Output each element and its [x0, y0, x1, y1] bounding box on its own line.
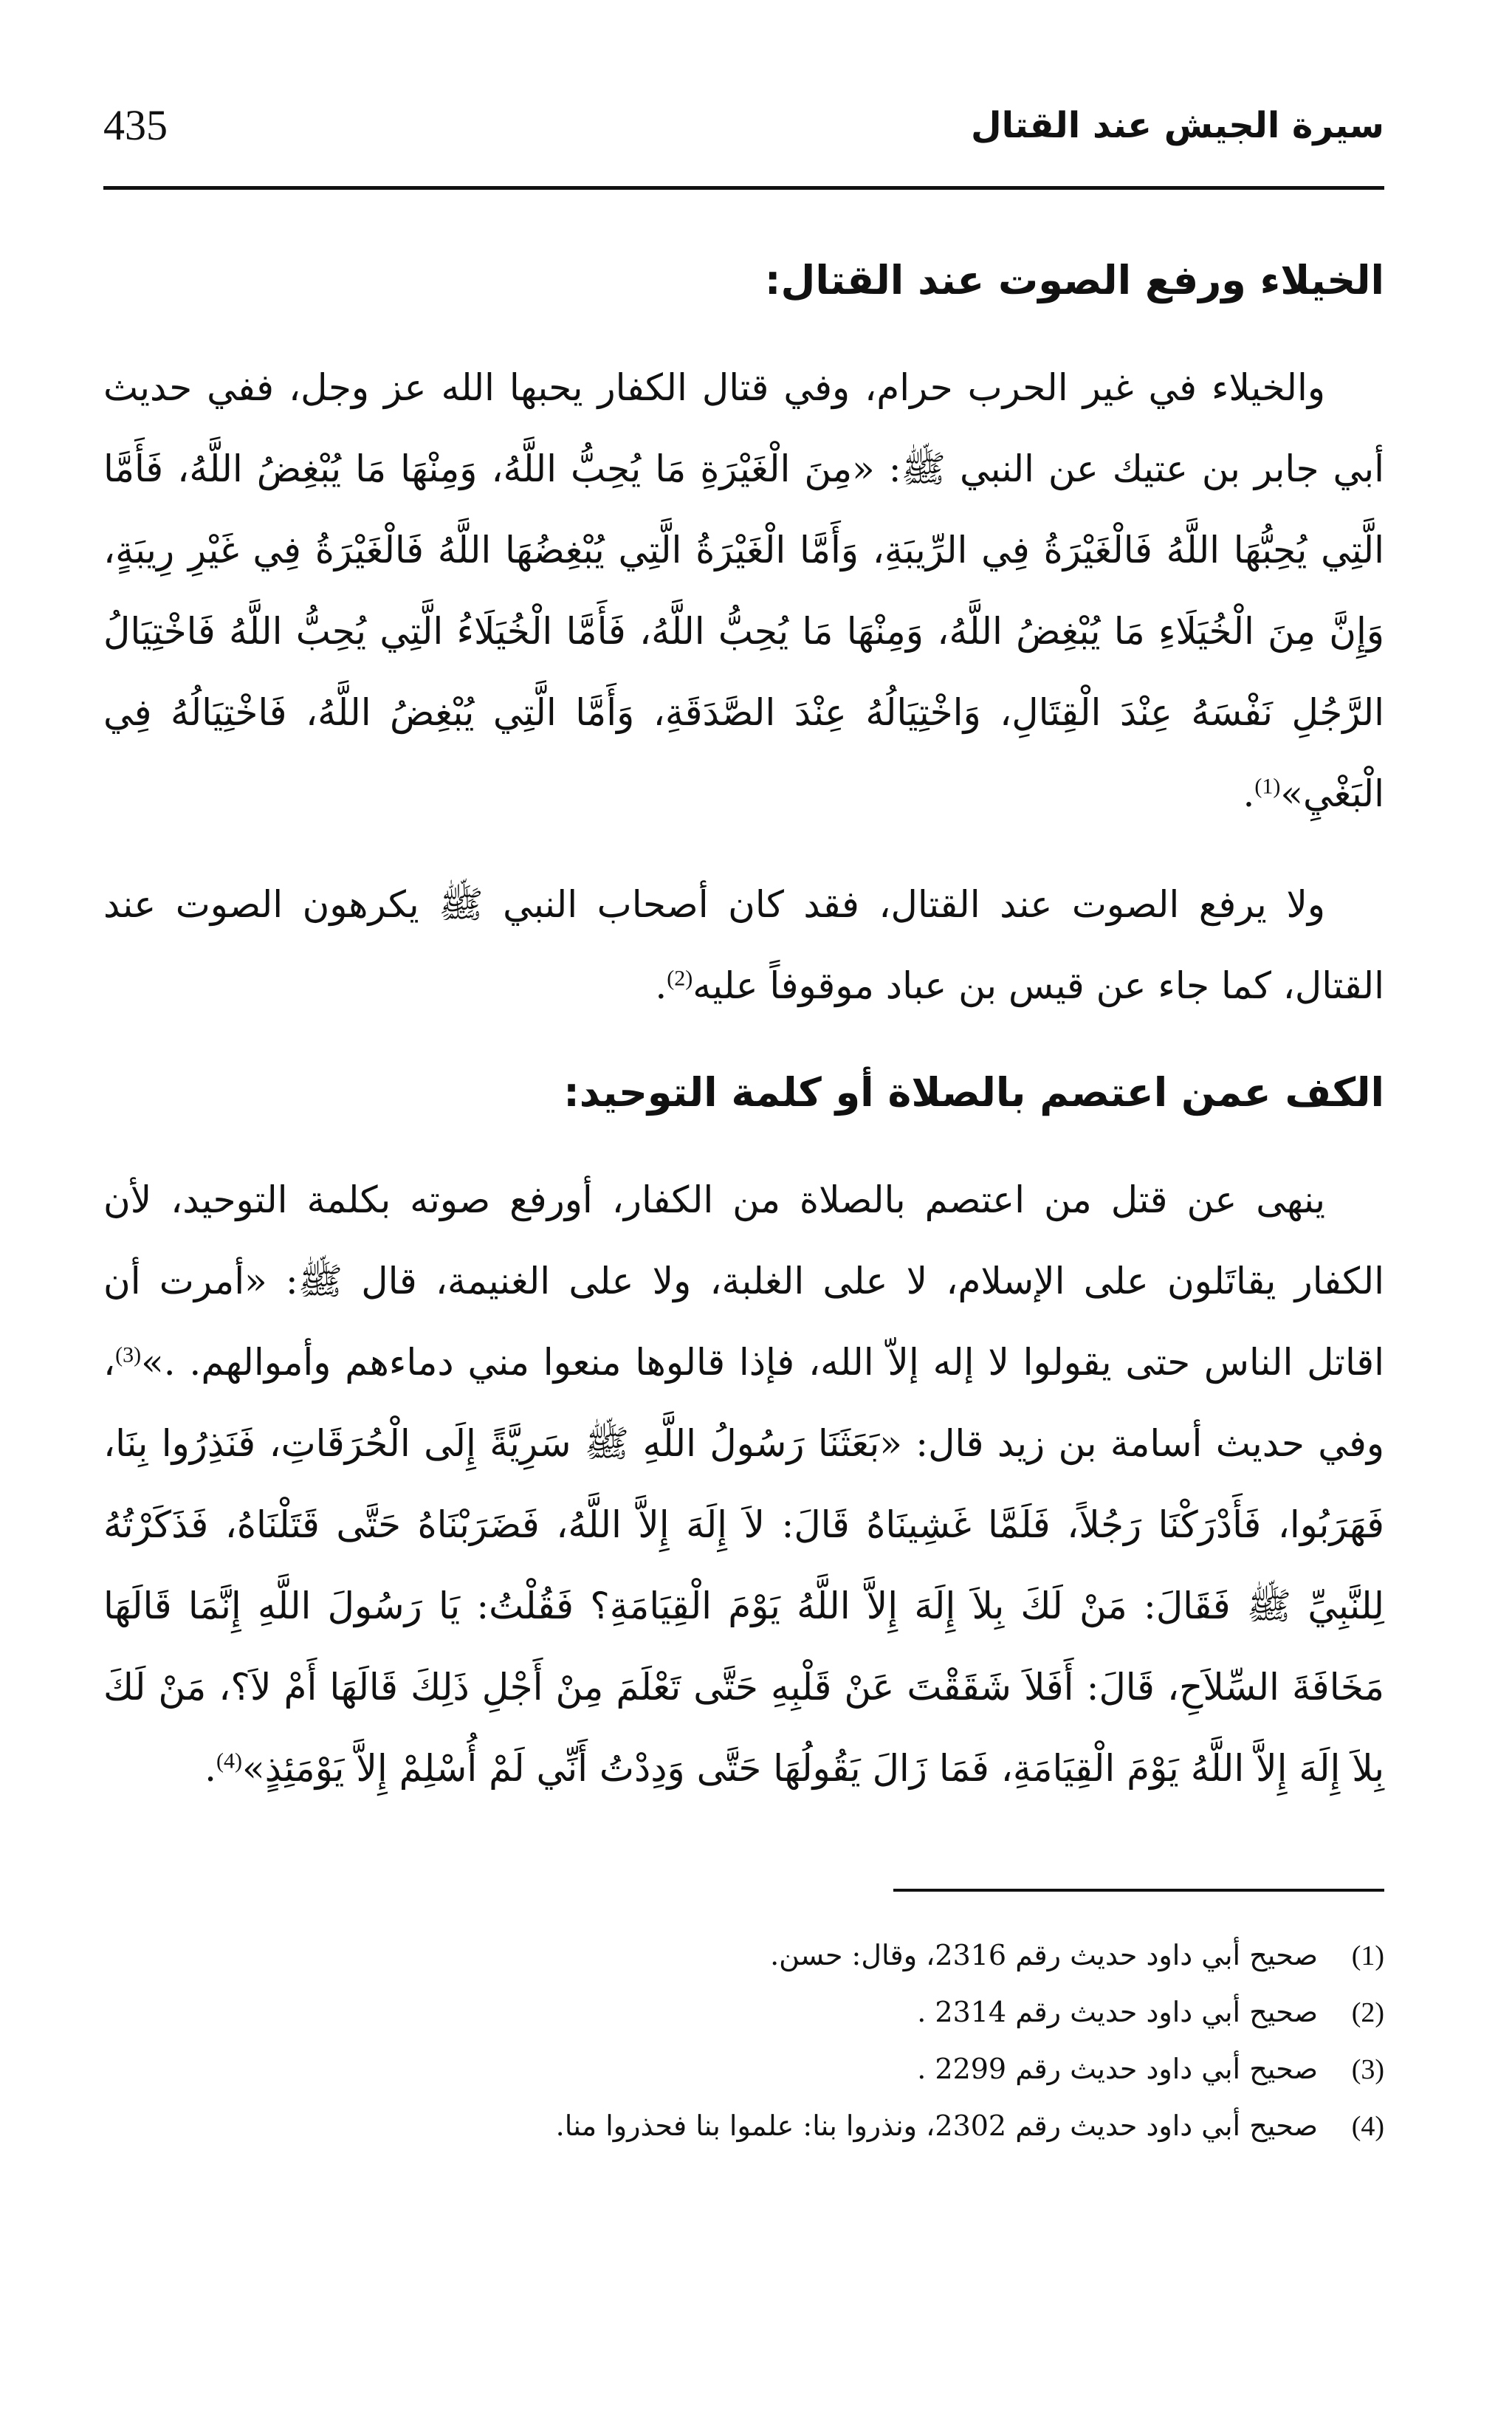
paragraph-text: ولا يرفع الصوت عند القتال، فقد كان أصحاب النبي ﷺ يكرهون الصوت عند القتال، كما جاء عن قيس بن عباد موقوفاً عليه	[103, 883, 1384, 1007]
paragraph-tail: .	[1243, 772, 1255, 815]
footnote-ref[interactable]: (2)	[667, 966, 693, 991]
main-content	[103, 244, 1384, 1839]
running-title: سيرة الجيش عند القتال	[970, 105, 1384, 146]
footnote-ref[interactable]: (3)	[115, 1342, 142, 1367]
section-heading: الخيلاء ورفع الصوت عند القتال:	[764, 257, 1384, 303]
paragraph-tail: .	[655, 964, 667, 1007]
footnote-item	[103, 2098, 1384, 2155]
footnote-item	[103, 1927, 1384, 1984]
paragraph	[103, 864, 1384, 1026]
footnote-item	[103, 1984, 1384, 2041]
paragraph	[103, 347, 1384, 834]
paragraph-text: ينهى عن قتل من اعتصم بالصلاة من الكفار، أورفع صوته بكلمة التوحيد، لأن الكفار يقاتَلون على الإسلام، لا على الغلبة، ولا على الغنيمة، قال ﷺ: «أمرت أن اقاتل الناس حتى يقولوا لا إله إلاّ الله، فإذا قالوها منعوا مني دماءهم وأموالهم. .»	[103, 1178, 1384, 1384]
footnote-item	[103, 2041, 1384, 2098]
footnote-number: (3)	[1351, 2054, 1384, 2085]
footnote-text: صحيح أبي داود حديث رقم 2316، وقال: حسن.	[770, 1939, 1318, 1971]
footnote-number: (4)	[1351, 2111, 1384, 2142]
footnote-number: (1)	[1351, 1940, 1384, 1971]
page-number: 435	[103, 101, 168, 149]
footnote-number: (2)	[1351, 1997, 1384, 2028]
section-heading: الكف عمن اعتصم بالصلاة أو كلمة التوحيد:	[563, 1069, 1384, 1116]
footnote-text: صحيح أبي داود حديث رقم 2314 .	[917, 1996, 1318, 2028]
footnote-text: صحيح أبي داود حديث رقم 2302، ونذروا بنا: علموا بنا فحذروا منا.	[555, 2109, 1318, 2142]
footnotes	[103, 1927, 1384, 2155]
footnote-ref[interactable]: (4)	[216, 1748, 242, 1774]
header-divider	[103, 186, 1384, 190]
paragraph	[103, 1159, 1384, 1809]
running-head	[103, 89, 1384, 170]
footnote-ref[interactable]: (1)	[1254, 774, 1281, 799]
paragraph-tail: .	[205, 1747, 216, 1790]
paragraph-text: والخيلاء في غير الحرب حرام، وفي قتال الكفار يحبها الله عز وجل، ففي حديث أبي جابر بن عتيك عن النبي ﷺ: «مِنَ الْغَيْرَةِ مَا يُحِبُّ اللَّهُ، وَمِنْهَا مَا يُبْغِضُ اللَّهُ، فَأَمَّا الَّتِي يُحِبُّهَا اللَّهُ فَالْغَيْرَةُ فِي الرِّيبَةِ، وَأَمَّا الْغَيْرَةُ الَّتِي يُبْغِضُهَا اللَّهُ فَالْغَيْرَةُ فِي غَيْرِ رِيبَةٍ، وَإِنَّ مِنَ الْخُيَلَاءِ مَا يُبْغِضُ اللَّهُ، وَمِنْهَا مَا يُحِبُّ اللَّهُ، فَأَمَّا الْخُيَلَاءُ الَّتِي يُحِبُّ اللَّهُ فَاخْتِيَالُ الرَّجُلِ نَفْسَهُ عِنْدَ الْقِتَالِ، وَاخْتِيَالُهُ عِنْدَ الصَّدَقَةِ، وَأَمَّا الَّتِي يُبْغِضُ اللَّهُ، فَاخْتِيَالُهُ فِي الْبَغْيِ»	[103, 366, 1384, 815]
paragraph-tail: ، وفي حديث أسامة بن زيد قال: «بَعَثَنَا رَسُولُ اللَّهِ ﷺ سَرِيَّةً إِلَى الْحُرَقَاتِ، فَنَذِرُوا بِنَا، فَهَرَبُوا، فَأَدْرَكْنَا رَجُلاً، فَلَمَّا غَشِينَاهُ قَالَ: لاَ إِلَهَ إِلاَّ اللَّهُ، فَضَرَبْنَاهُ حَتَّى قَتَلْنَاهُ، فَذَكَرْتُهُ لِلنَّبِيِّ ﷺ فَقَالَ: مَنْ لَكَ بِلاَ إِلَهَ إِلاَّ اللَّهُ يَوْمَ الْقِيَامَةِ؟ فَقُلْتُ: يَا رَسُولَ اللَّهِ إِنَّمَا قَالَهَا مَخَافَةَ السِّلاَحِ، قَالَ: أَفَلاَ شَقَقْتَ عَنْ قَلْبِهِ حَتَّى تَعْلَمَ مِنْ أَجْلِ ذَلِكَ قَالَهَا أَمْ لاَ؟، مَنْ لَكَ بِلاَ إِلَهَ إِلاَّ اللَّهُ يَوْمَ الْقِيَامَةِ، فَمَا زَالَ يَقُولُهَا حَتَّى وَدِدْتُ أَنِّي لَمْ أُسْلِمْ إِلاَّ يَوْمَئِذٍ»	[103, 1341, 1384, 1790]
footnote-text: صحيح أبي داود حديث رقم 2299 .	[917, 2053, 1318, 2085]
footnote-divider	[893, 1889, 1384, 1892]
